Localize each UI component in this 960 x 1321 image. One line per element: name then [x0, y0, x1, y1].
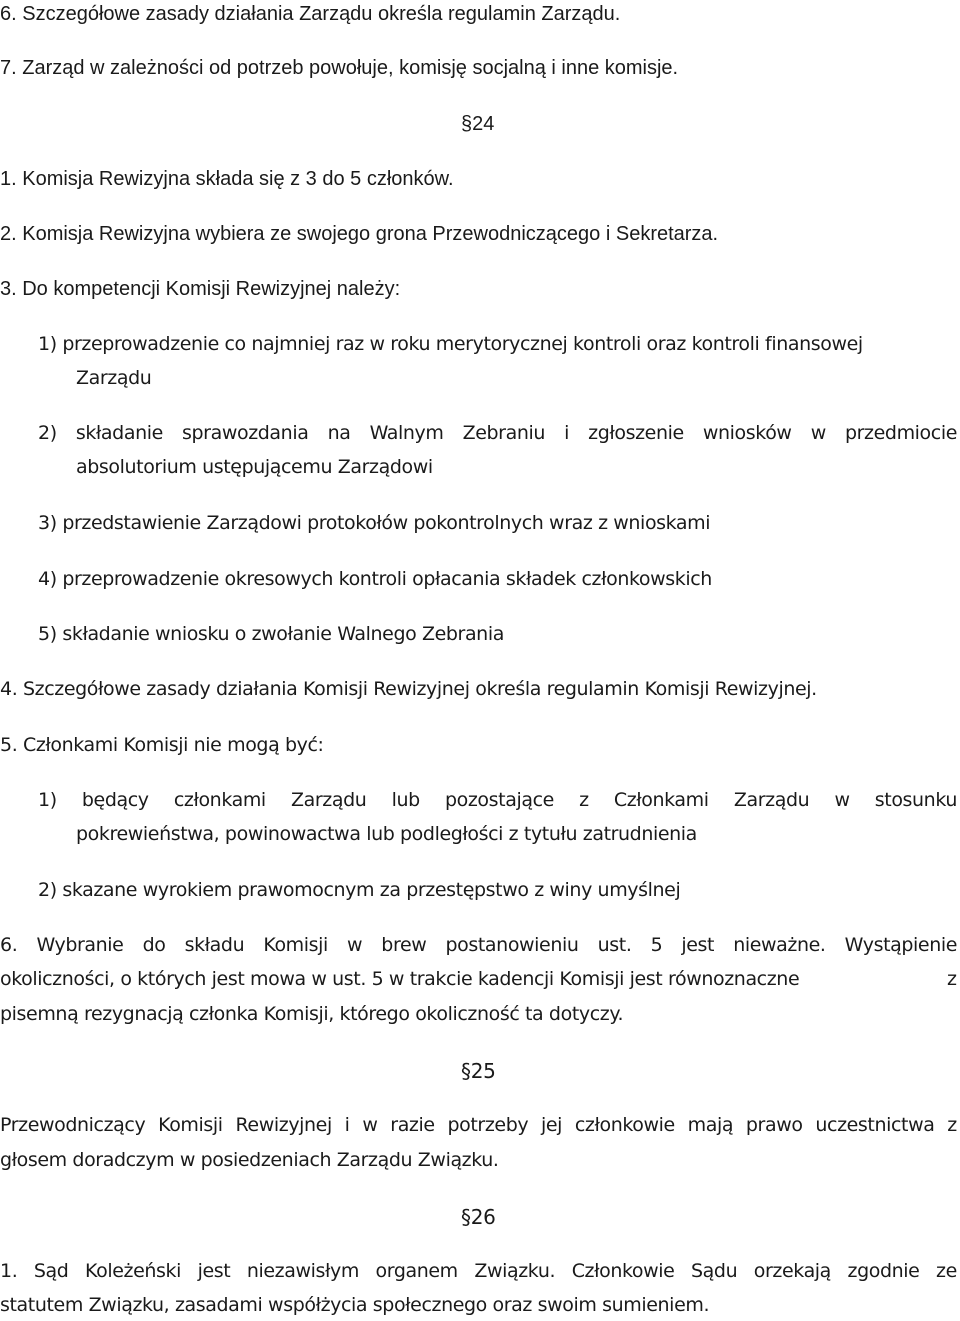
s25-line-1 — [0, 1116, 957, 1135]
s24-paragraph-6-line-2: okoliczności, o których jest mowa w ust. 5 w trakcie kadencji Komisji jest równoznaczne — [0, 968, 800, 990]
s24-p3-item-3: 3) przedstawienie Zarządowi protokołów pokontrolnych wraz z wnioskami — [38, 512, 711, 534]
paragraph-7: 7. Zarząd w zależności od potrzeb powołuje, komisję socjalną i inne komisje. — [0, 57, 679, 79]
s24-p3-item-2-line-1-word: Zebraniu — [462, 422, 545, 444]
s26-line-1-word: ze — [936, 1260, 957, 1282]
s25-line-1-word: Przewodniczący — [0, 1114, 146, 1136]
s26-line-1 — [0, 1262, 957, 1281]
s24-p3-item-2-line-1 — [38, 424, 957, 443]
s25-line-1-word: uczestnictwa — [815, 1114, 935, 1136]
s25-line-1-word: z — [947, 1114, 957, 1136]
s25-line-1-word: razie — [390, 1114, 435, 1136]
s24-p5-item-1-line-1-word: będący — [81, 789, 149, 811]
s24-paragraph-2: 2. Komisja Rewizyjna wybiera ze swojego grona Przewodniczącego i Sekretarza. — [0, 223, 719, 245]
s24-paragraph-5: 5. Członkami Komisji nie mogą być: — [0, 734, 324, 756]
s25-line-1-word: w — [362, 1114, 378, 1136]
s24-paragraph-6-line-1-word: Komisji — [263, 934, 328, 956]
s26-line-1-word: Związku. — [474, 1260, 556, 1282]
s24-p3-item-2-line-1-word: przedmiocie — [844, 422, 957, 444]
s24-p3-item-4: 4) przeprowadzenie okresowych kontroli opłacania składek członkowskich — [38, 568, 712, 590]
s24-paragraph-6-line-1-word: ust. — [597, 934, 632, 956]
s24-p5-item-2: 2) skazane wyrokiem prawomocnym za przestępstwo z winy umyślnej — [38, 879, 681, 901]
s25-line-1-word: potrzeby — [447, 1114, 529, 1136]
s24-p3-item-2-line-1-word: Walnym — [369, 422, 444, 444]
s25-line-1-word: Komisji — [158, 1114, 223, 1136]
s24-paragraph-6-line-1-word: Wybranie — [36, 934, 124, 956]
s24-p5-item-1-line-2: pokrewieństwa, powinowactwa lub podległości z tytułu zatrudnienia — [76, 823, 697, 845]
s24-p3-item-2-line-1-word: i — [564, 422, 569, 444]
section-heading-25: §25 — [461, 1059, 496, 1083]
s24-paragraph-3: 3. Do kompetencji Komisji Rewizyjnej należy: — [0, 278, 401, 300]
s24-paragraph-6-line-1-word: 5 — [650, 934, 663, 956]
s24-paragraph-6-line-2-end: z — [947, 968, 957, 990]
s26-line-1-word: zgodnie — [847, 1260, 920, 1282]
s24-paragraph-6-line-1-word: nieważne. — [733, 934, 826, 956]
s26-line-1-word: 1. — [0, 1260, 18, 1282]
s24-p3-item-2-line-1-word: zgłoszenie — [588, 422, 684, 444]
s26-line-1-word: organem — [375, 1260, 458, 1282]
s24-paragraph-6-line-1-word: 6. — [0, 934, 18, 956]
s25-line-1-word: i — [344, 1114, 350, 1136]
section-heading-26: §26 — [461, 1205, 496, 1229]
s24-p3-item-1-line-1: 1) przeprowadzenie co najmniej raz w roku merytorycznej kontroli oraz kontroli finansowej — [38, 333, 863, 355]
s24-p5-item-1-line-1-word: z — [579, 789, 589, 811]
s24-p3-item-5: 5) składanie wniosku o zwołanie Walnego Zebrania — [38, 623, 504, 645]
s26-line-2: statutem Związku, zasadami współżycia społecznego oraz swoim sumieniem. — [0, 1294, 710, 1316]
paragraph-6: 6. Szczegółowe zasady działania Zarządu określa regulamin Zarządu. — [0, 3, 621, 25]
section-heading-24: §24 — [461, 113, 495, 135]
s24-paragraph-6-line-1-word: jest — [681, 934, 715, 956]
s24-p3-item-2-line-1-word: 2) — [38, 422, 57, 444]
s24-p5-item-1-line-1-word: lub — [391, 789, 420, 811]
s24-p5-item-1-line-1-word: 1) — [38, 789, 57, 811]
s24-paragraph-6-line-1-word: w — [347, 934, 363, 956]
s24-paragraph-1: 1. Komisja Rewizyjna składa się z 3 do 5 członków. — [0, 168, 454, 190]
s24-p3-item-2-line-1-word: w — [810, 422, 826, 444]
s24-paragraph-6-line-1 — [0, 936, 957, 955]
s24-paragraph-4: 4. Szczegółowe zasady działania Komisji Rewizyjnej określa regulamin Komisji Rewizyjnej. — [0, 678, 817, 700]
s24-paragraph-6-line-3: pisemną rezygnacją członka Komisji, którego okoliczność ta dotyczy. — [0, 1003, 624, 1025]
s24-paragraph-6-line-1-word: postanowieniu — [445, 934, 579, 956]
s24-p3-item-1-line-2: Zarządu — [76, 367, 152, 389]
s24-p5-item-1-line-1-word: Członkami — [613, 789, 709, 811]
s26-line-1-word: Sąd — [33, 1260, 69, 1282]
s26-line-1-word: Koleżeński — [85, 1260, 182, 1282]
s24-paragraph-6-line-1-word: Wystąpienie — [844, 934, 957, 956]
s24-p5-item-1-line-1-word: w — [834, 789, 850, 811]
s24-p3-item-2-line-1-word: na — [327, 422, 351, 444]
s24-p5-item-1-line-1-word: członkami — [173, 789, 266, 811]
s25-line-1-word: członkowie — [574, 1114, 675, 1136]
s25-line-1-word: Rewizyjnej — [235, 1114, 332, 1136]
s24-p3-item-2-line-1-word: wniosków — [702, 422, 792, 444]
s26-line-1-word: Sądu — [691, 1260, 738, 1282]
s25-line-1-word: prawo — [745, 1114, 803, 1136]
s24-p3-item-2-line-1-word: składanie — [75, 422, 163, 444]
s24-p5-item-1-line-1 — [38, 791, 957, 810]
s26-line-1-word: niezawisłym — [246, 1260, 359, 1282]
s24-p5-item-1-line-1-word: stosunku — [874, 789, 957, 811]
s26-line-1-word: Członkowie — [571, 1260, 675, 1282]
s24-paragraph-6-line-1-word: do — [142, 934, 166, 956]
s24-p3-item-2-line-2: absolutorium ustępującemu Zarządowi — [76, 456, 433, 478]
s24-p5-item-1-line-1-word: pozostające — [444, 789, 554, 811]
s24-p5-item-1-line-1-word: Zarządu — [733, 789, 810, 811]
s25-line-1-word: jej — [541, 1114, 563, 1136]
s24-paragraph-6-line-1-word: składu — [184, 934, 245, 956]
s24-p3-item-2-line-1-word: sprawozdania — [182, 422, 309, 444]
s26-line-1-word: jest — [197, 1260, 231, 1282]
s26-line-1-word: orzekają — [753, 1260, 831, 1282]
s25-line-1-word: mają — [687, 1114, 734, 1136]
s24-p5-item-1-line-1-word: Zarządu — [291, 789, 367, 811]
s24-paragraph-6-line-1-word: brew — [381, 934, 427, 956]
s25-line-2: głosem doradczym w posiedzeniach Zarządu Związku. — [0, 1149, 499, 1171]
